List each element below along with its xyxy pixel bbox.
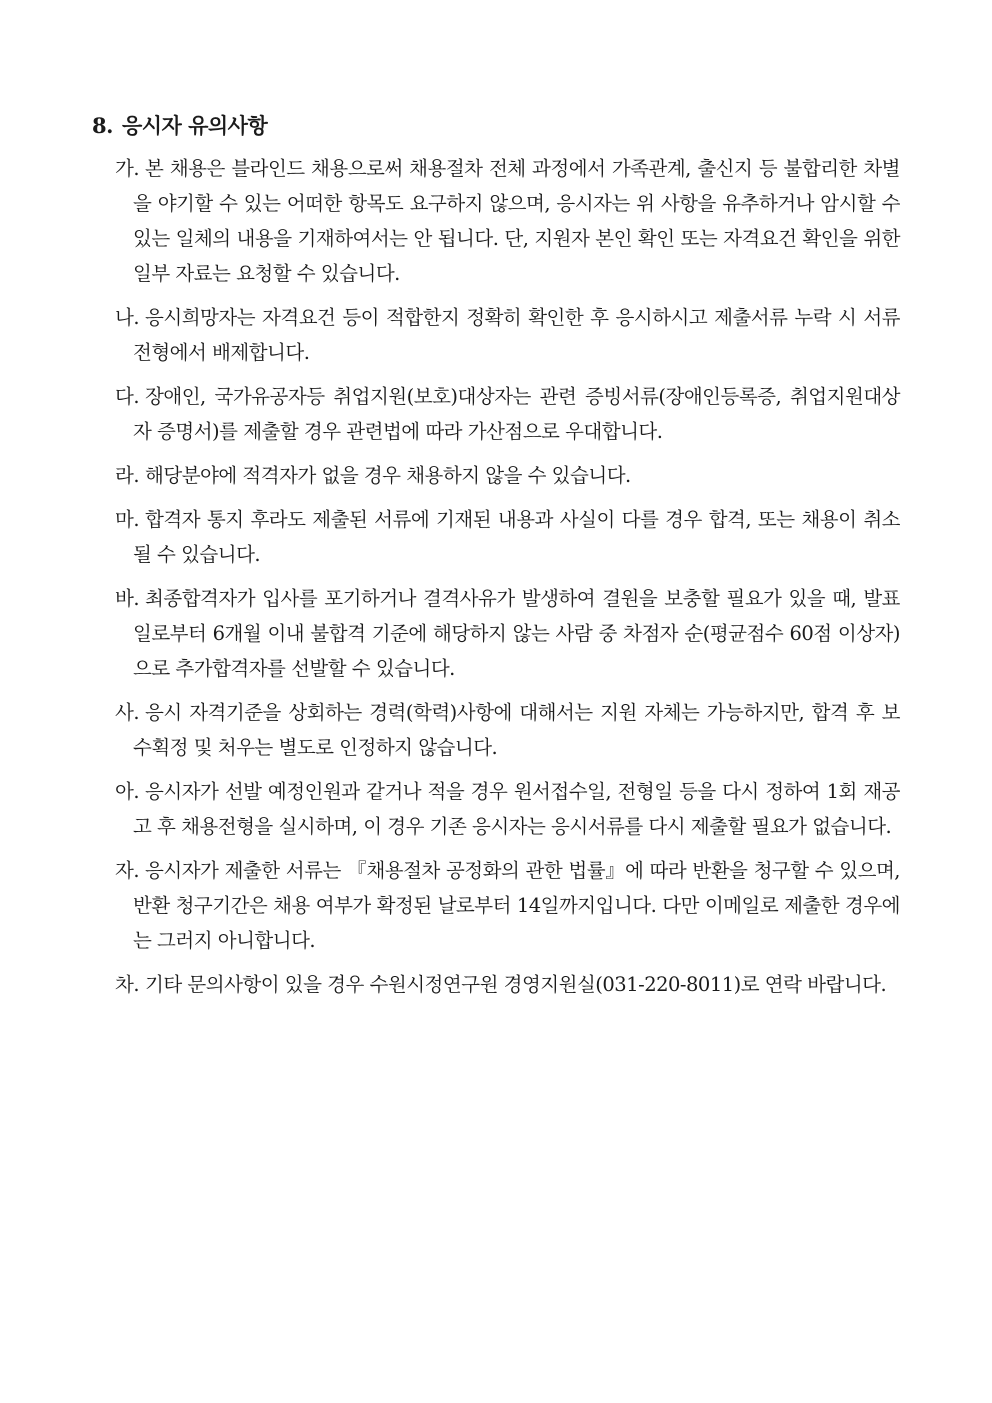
list-item-text: 장애인, 국가유공자등 취업지원(보호)대상자는 관련 증빙서류(장애인등록증, 취업지원대상자 증명서)를 제출할 경우 관련법에 따라 가산점으로 우대합니다. [133,385,900,443]
list-item-marker: 아. [115,780,140,803]
section-title: 응시자 유의사항 [121,113,268,138]
list-item-marker: 다. [115,385,140,408]
list-item-marker: 마. [115,508,140,531]
section-heading [92,108,900,143]
list-item [92,502,900,572]
list-item [92,774,900,844]
list-item-text: 응시자가 선발 예정인원과 같거나 적을 경우 원서접수일, 전형일 등을 다시 정하여 1회 재공고 후 채용전형을 실시하며, 이 경우 기존 응시자는 응시서류를 다시 제출할 필요가 없습니다. [133,780,900,838]
list-item-text: 최종합격자가 입사를 포기하거나 결격사유가 발생하여 결원을 보충할 필요가 있을 때, 발표일로부터 6개월 이내 불합격 기준에 해당하지 않는 사람 중 차점자 순(평균점수 60점 이상자)으로 추가합격자를 선발할 수 있습니다. [133,587,900,680]
list-item-marker: 차. [115,973,140,996]
list-item [92,151,900,291]
list-item-text: 응시 자격기준을 상회하는 경력(학력)사항에 대해서는 지원 자체는 가능하지만, 합격 후 보수획정 및 처우는 별도로 인정하지 않습니다. [133,701,900,759]
list-item [92,458,900,493]
list-item-marker: 라. [115,464,140,487]
list-item [92,379,900,449]
list-item-marker: 가. [115,157,140,180]
list-item-text: 본 채용은 블라인드 채용으로써 채용절차 전체 과정에서 가족관계, 출신지 등 불합리한 차별을 야기할 수 있는 어떠한 항목도 요구하지 않으며, 응시자는 위 사항을 유추하거나 암시할 수 있는 일체의 내용을 기재하여서는 안 됩니다. 단, 지원자 본인 확인 또는 자격요건 확인을 위한 일부 자료는 요청할 수 있습니다. [133,157,900,285]
list-item [92,967,900,1002]
list-item-text: 합격자 통지 후라도 제출된 서류에 기재된 내용과 사실이 다를 경우 합격, 또는 채용이 취소될 수 있습니다. [133,508,900,566]
list-item-text: 기타 문의사항이 있을 경우 수원시정연구원 경영지원실(031-220-8011)로 연락 바랍니다. [145,973,887,996]
list-item [92,695,900,765]
list-item-text: 응시자가 제출한 서류는 『채용절차 공정화의 관한 법률』에 따라 반환을 청구할 수 있으며, 반환 청구기간은 채용 여부가 확정된 날로부터 14일까지입니다. 다만 이메일로 제출한 경우에는 그러지 아니합니다. [133,859,900,952]
list-item-marker: 바. [115,587,140,610]
notice-list [92,151,900,1002]
list-item [92,853,900,958]
list-item-text: 해당분야에 적격자가 없을 경우 채용하지 않을 수 있습니다. [145,464,631,487]
list-item-text: 응시희망자는 자격요건 등이 적합한지 정확히 확인한 후 응시하시고 제출서류 누락 시 서류전형에서 배제합니다. [133,306,900,364]
list-item-marker: 나. [115,306,140,329]
list-item-marker: 자. [115,859,140,882]
list-item [92,581,900,686]
section-number: 8. [92,113,113,138]
list-item-marker: 사. [115,701,140,724]
list-item [92,300,900,370]
